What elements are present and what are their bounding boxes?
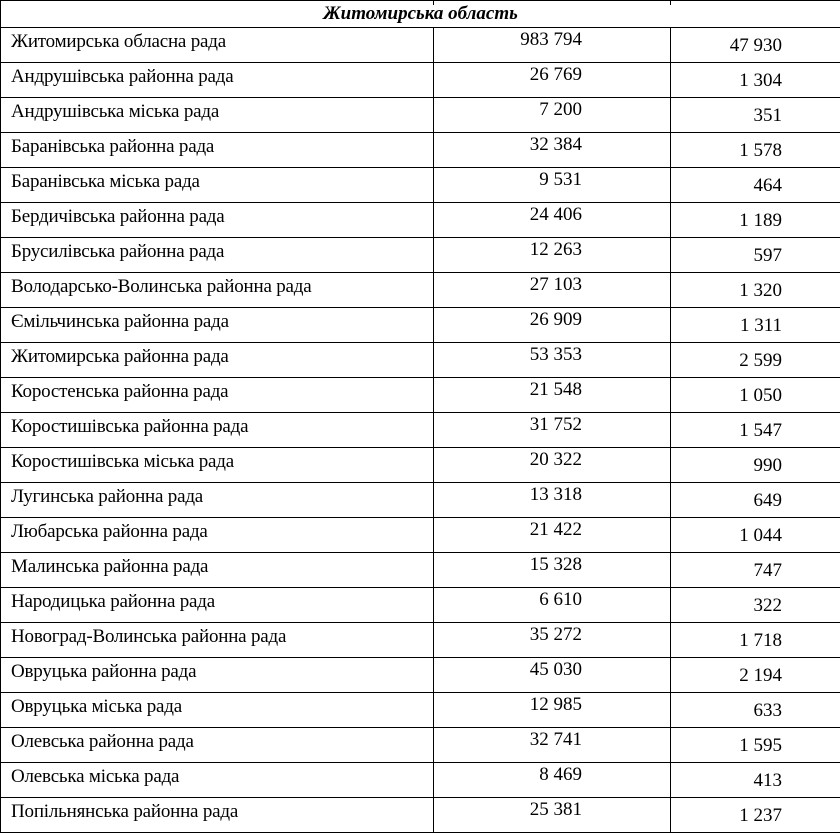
council-name: Андрушівська районна рада: [1, 63, 434, 98]
table-row: [1, 518, 840, 553]
table-row: [1, 378, 840, 413]
council-name: Олевська міська рада: [1, 763, 434, 798]
table-row: [1, 553, 840, 588]
share-value: 1 304: [671, 63, 840, 98]
amount-value: 53 353: [434, 343, 671, 378]
council-name: Овруцька міська рада: [1, 693, 434, 728]
amount-value: 9 531: [434, 168, 671, 203]
table-row: [1, 623, 840, 658]
amount-value: 25 381: [434, 798, 671, 833]
council-name: Коростенська районна рада: [1, 378, 434, 413]
table-row: [1, 238, 840, 273]
share-value: 597: [671, 238, 840, 273]
share-value: 1 578: [671, 133, 840, 168]
council-name: Андрушівська міська рада: [1, 98, 434, 133]
council-name: Житомирська районна рада: [1, 343, 434, 378]
amount-value: 31 752: [434, 413, 671, 448]
council-name: Новоград-Волинська районна рада: [1, 623, 434, 658]
amount-value: 32 384: [434, 133, 671, 168]
amount-value: 35 272: [434, 623, 671, 658]
share-value: 1 044: [671, 518, 840, 553]
council-name: Коростишівська міська рада: [1, 448, 434, 483]
table-row: [1, 28, 840, 63]
council-name: Народицька районна рада: [1, 588, 434, 623]
table-row: [1, 168, 840, 203]
amount-value: 32 741: [434, 728, 671, 763]
table-row: [1, 588, 840, 623]
council-name: Баранівська районна рада: [1, 133, 434, 168]
amount-value: 20 322: [434, 448, 671, 483]
amount-value: 27 103: [434, 273, 671, 308]
share-value: 1 237: [671, 798, 840, 833]
region-title: Житомирська область: [1, 1, 840, 28]
table-row: [1, 658, 840, 693]
amount-value: 21 422: [434, 518, 671, 553]
amount-value: 7 200: [434, 98, 671, 133]
council-name: Олевська районна рада: [1, 728, 434, 763]
council-name: Овруцька районна рада: [1, 658, 434, 693]
council-name: Лугинська районна рада: [1, 483, 434, 518]
council-name: Бердичівська районна рада: [1, 203, 434, 238]
region-header-row: [1, 1, 840, 28]
table-row: [1, 63, 840, 98]
council-name: Любарська районна рада: [1, 518, 434, 553]
share-value: 47 930: [671, 28, 840, 63]
share-value: 1 595: [671, 728, 840, 763]
share-value: 351: [671, 98, 840, 133]
share-value: 1 547: [671, 413, 840, 448]
table-row: [1, 448, 840, 483]
table-row: [1, 798, 840, 833]
share-value: 322: [671, 588, 840, 623]
council-name: Брусилівська районна рада: [1, 238, 434, 273]
share-value: 2 194: [671, 658, 840, 693]
council-name: Коростишівська районна рада: [1, 413, 434, 448]
amount-value: 983 794: [434, 28, 671, 63]
share-value: 1 311: [671, 308, 840, 343]
share-value: 1 189: [671, 203, 840, 238]
amount-value: 26 909: [434, 308, 671, 343]
table-row: [1, 308, 840, 343]
table-row: [1, 98, 840, 133]
amount-value: 8 469: [434, 763, 671, 798]
table-row: [1, 413, 840, 448]
table-row: [1, 483, 840, 518]
council-name: Попільнянська районна рада: [1, 798, 434, 833]
share-value: 1 320: [671, 273, 840, 308]
council-name: Малинська районна рада: [1, 553, 434, 588]
share-value: 2 599: [671, 343, 840, 378]
amount-value: 24 406: [434, 203, 671, 238]
table-row: [1, 763, 840, 798]
amount-value: 26 769: [434, 63, 671, 98]
amount-value: 12 263: [434, 238, 671, 273]
council-name: Баранівська міська рада: [1, 168, 434, 203]
amount-value: 45 030: [434, 658, 671, 693]
amount-value: 12 985: [434, 693, 671, 728]
share-value: 990: [671, 448, 840, 483]
council-name: Володарсько-Волинська районна рада: [1, 273, 434, 308]
share-value: 649: [671, 483, 840, 518]
amount-value: 21 548: [434, 378, 671, 413]
share-value: 1 050: [671, 378, 840, 413]
amount-value: 6 610: [434, 588, 671, 623]
share-value: 1 718: [671, 623, 840, 658]
table-row: [1, 343, 840, 378]
council-name: Ємільчинська районна рада: [1, 308, 434, 343]
amount-value: 13 318: [434, 483, 671, 518]
table-row: [1, 273, 840, 308]
share-value: 633: [671, 693, 840, 728]
table-row: [1, 693, 840, 728]
table-row: [1, 203, 840, 238]
table-row: [1, 728, 840, 763]
council-name: Житомирська обласна рада: [1, 28, 434, 63]
table-row: [1, 133, 840, 168]
share-value: 413: [671, 763, 840, 798]
share-value: 747: [671, 553, 840, 588]
share-value: 464: [671, 168, 840, 203]
amount-value: 15 328: [434, 553, 671, 588]
